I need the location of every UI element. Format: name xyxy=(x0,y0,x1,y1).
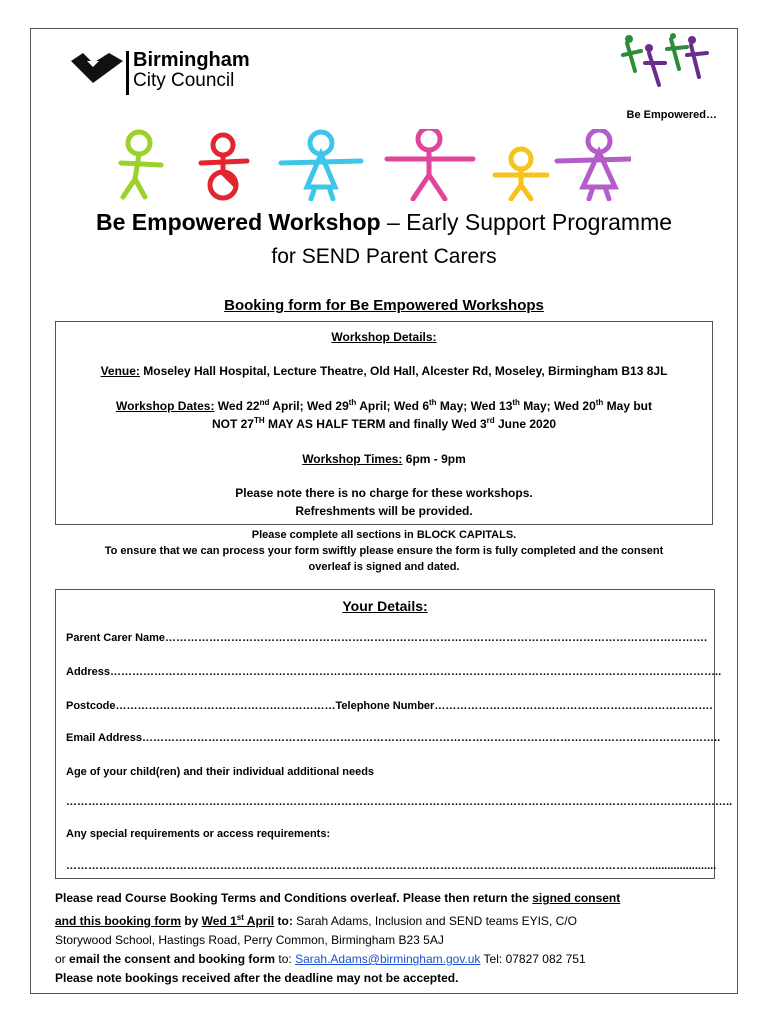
process-note-line1: To ensure that we can process your form swiftly please ensure the form is fully completed and the consent xyxy=(104,545,664,557)
footer-line3: Storywood School, Hastings Road, Perry Common, Birmingham B23 5AJ xyxy=(55,933,444,947)
charge-line: Please note there is no charge for these workshops. xyxy=(235,486,533,500)
child-needs-field[interactable]: ……………………………………………………………………………………………………………………………………………………………….. xyxy=(66,796,733,808)
email-link[interactable]: Sarah.Adams@birmingham.gov.uk xyxy=(295,952,481,966)
refreshments-line: Refreshments will be provided. xyxy=(295,504,473,518)
postcode-telephone-field[interactable]: Postcode……………………………………………………Telephone Number…………………………………………………………………. xyxy=(66,700,713,712)
footer-line1 xyxy=(55,889,725,908)
footer-a5: Wed 1 xyxy=(201,914,237,928)
process-note-line2: overleaf is signed and dated. xyxy=(308,561,460,573)
footer-deadline-date xyxy=(202,914,274,928)
half-term-line xyxy=(56,416,712,431)
not-line-sup2: rd xyxy=(486,416,495,425)
not-line-sup: TH xyxy=(253,416,265,425)
child-needs-label: Age of your child(ren) and their individual additional needs xyxy=(66,766,375,778)
your-details-box xyxy=(55,589,733,879)
date-1-sup: nd xyxy=(259,398,270,407)
dates-label: Workshop Dates: xyxy=(116,399,215,413)
booking-heading: Booking form for Be Empowered Workshops xyxy=(224,297,544,314)
date-1: Wed 22 xyxy=(214,399,260,413)
times-label: Workshop Times: xyxy=(302,452,403,466)
page-subtitle: for SEND Parent Carers xyxy=(271,245,497,268)
special-requirements-field[interactable]: ……………………………………………………………………………………………………………………………………………...................... xyxy=(66,860,717,872)
date-5: May; Wed 20 xyxy=(519,399,596,413)
council-name-line1: Birmingham xyxy=(133,49,250,71)
footer-a6: April xyxy=(243,914,275,928)
footer-to: to: xyxy=(275,952,296,966)
details-heading: Workshop Details: xyxy=(331,330,437,344)
date-5-tail: May but xyxy=(603,399,652,413)
form-page xyxy=(30,28,738,994)
date-5-sup: th xyxy=(595,398,604,407)
council-logo-icon xyxy=(69,51,125,85)
venue-text: Moseley Hall Hospital, Lecture Theatre, Old Hall, Alcester Rd, Moseley, Birmingham B13 8JL xyxy=(139,364,668,378)
not-line-c: June 2020 xyxy=(494,417,557,431)
venue-line xyxy=(56,364,712,378)
workshop-details-box xyxy=(55,321,713,525)
footer-a7: to: xyxy=(274,914,293,928)
council-name xyxy=(133,49,250,91)
times-value: 6pm - 9pm xyxy=(402,452,466,466)
footer-line2 xyxy=(55,908,725,931)
page-title xyxy=(31,207,737,237)
dates-line xyxy=(56,398,712,413)
footer-or: or xyxy=(55,952,70,966)
footer-signed-consent: signed consent xyxy=(532,891,621,905)
footer-line4 xyxy=(55,950,725,969)
date-2: April; Wed 29 xyxy=(269,399,349,413)
footer-instructions xyxy=(55,889,725,988)
date-3: April; Wed 6 xyxy=(356,399,429,413)
times-line xyxy=(56,452,712,466)
footer-email-label: email the consent and booking form xyxy=(69,952,276,966)
footer-a5-sup: st xyxy=(236,913,244,922)
block-capitals-note: Please complete all sections in BLOCK CAPITALS. xyxy=(251,529,517,541)
footer-telephone: Tel: 07827 082 751 xyxy=(480,952,586,966)
footer-a4: by xyxy=(181,914,202,928)
title-bold: Be Empowered Workshop xyxy=(95,209,381,235)
not-line-a: NOT 27 xyxy=(211,417,254,431)
address-field[interactable]: Address………………………………………………………………………………………………………………………………………………….. xyxy=(66,666,722,678)
not-line-b: MAY AS HALF TERM and finally Wed 3 xyxy=(264,417,487,431)
title-rest: – Early Support Programme xyxy=(380,209,673,235)
footer-booking-form: and this booking form xyxy=(55,914,181,928)
date-4-sup: th xyxy=(512,398,520,407)
email-address-field[interactable]: Email Address………………………………………………………………………………………………………………………………………….. xyxy=(66,732,721,744)
date-2-sup: th xyxy=(348,398,357,407)
parent-carer-name-field[interactable]: Parent Carer Name…………………………………………………………………………………………………………………………………. xyxy=(66,632,708,644)
tagline: Be Empowered… xyxy=(626,109,717,121)
your-details-heading: Your Details: xyxy=(342,598,428,614)
venue-label: Venue: xyxy=(100,364,140,378)
footer-a1: Please read Course Booking Terms and Conditions overleaf. Please then return the xyxy=(55,891,533,905)
footer-deadline xyxy=(55,969,725,988)
be-empowered-logo-icon xyxy=(619,33,711,95)
footer-address-start: Sarah Adams, Inclusion and SEND teams EYIS, C/O xyxy=(292,914,577,928)
logo-divider xyxy=(126,51,129,95)
special-requirements-label: Any special requirements or access requirements: xyxy=(66,828,331,840)
children-illustration-icon xyxy=(111,129,631,201)
footer-deadline-text: Please note bookings received after the deadline may not be accepted. xyxy=(55,971,459,985)
date-3-sup: th xyxy=(429,398,437,407)
council-name-line2: City Council xyxy=(133,70,235,91)
date-4: May; Wed 13 xyxy=(436,399,513,413)
